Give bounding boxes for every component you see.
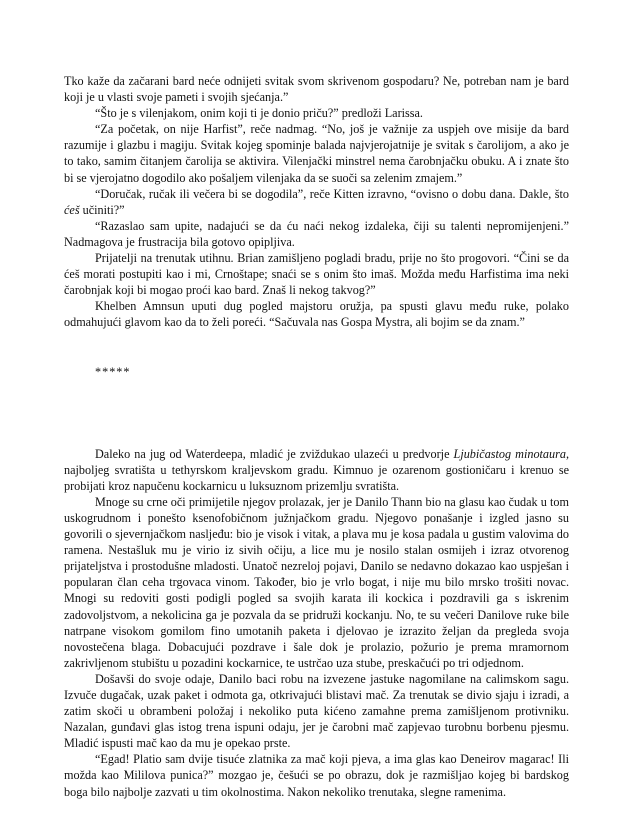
- text-run: učiniti?”: [79, 202, 125, 217]
- document-page: [64, 73, 569, 800]
- paragraph: Khelben Amnsun uputi dug pogled majstoru oružja, pa spusti glavu među ruke, polako odmahujući glavom kao da to želi poreći. “Sačuvala nas Gospa Mystra, ali bojim se da znam.”: [64, 299, 569, 330]
- italic-text: ćeš: [64, 202, 80, 217]
- text-run: najboljeg svratišta u tethyrskom kraljevskom gradu. Kimnuo je ozarenom gostioničaru i krenuo se probijati kroz napučenu kockarnicu u luksuznom prizemlju svratišta.: [64, 462, 569, 493]
- text-run: Daleko na jug od Waterdeepa, mladić je zviždukao ulazeći u predvorje: [95, 446, 454, 461]
- paragraph: Prijatelji na trenutak utihnu. Brian zamišljeno pogladi bradu, prije no što progovori. “Čini se da ćeš morati postupiti kao i mi, Crnoštape; snaći se s onim što imaš. Možda među Harfistima ima neki čarobnjak koji bi mogao proći kao bard. Znaš li nekog takvog?”: [64, 251, 569, 298]
- paragraph: Mnoge su crne oči primijetile njegov prolazak, jer je Danilo Thann bio na glasu kao čudak u tom uskogrudnom i ponešto ksenofobičnom južnjačkom gradu. Njegovo ponašanje i izgled jasno su govorili o sjevernjačkom nasljeđu: bio je visok i vitak, a plava mu je kosa padala u gustim valovima do ramena. Nestašluk mu je virio iz sivih očiju, a lice mu je nosilo stalan osmijeh i izraz otvorenog prijateljstva i prostodušne mladosti. Unatoč nezreloj pojavi, Danilo se nedavno dokazao kao uspješan i popularan član ceha trgovaca vinom. Također, bio je vrlo bogat, i nije mu bilo mrsko trošiti novac. Mnogi su redoviti gosti podigli pogled sa svojih karata ili kockica i pozdravili ga s iskrenim zadovoljstvom, a nekolicina ga je pozvala da se pridruži kockanju. No, te su večeri Danilove ruke bile natrpane visokom gomilom fino umotanih paketa i djelovao je izrazito željan da pregleda svoja novostečena blaga. Dobacujući pozdrave i šale dok je prolazio, požurio je prema mramornom zakrivljenom stubištu u pozadini kockarnice, te ustrčao uza stube, preskačući po tri odjednom.: [64, 494, 569, 670]
- paragraph: [64, 446, 569, 494]
- paragraph-continuation: Tko kaže da začarani bard neće odnijeti svitak svom skrivenom gospodaru? Ne, potreban nam je bard koji je u vlasti svoje pameti i svojih sjećanja.”: [64, 74, 569, 105]
- scene-separator: *****: [95, 364, 131, 379]
- paragraph: “Egad! Platio sam dvije tisuće zlatnika za mač koji pjeva, a ima glas kao Deneirov magarac! Ili možda kao Mililova punica?” mozgao je, češući se po obrazu, dok je razmišljao kojeg bi bardskog boga bilo najbolje zazvati u tim okolnostima. Nakon nekoliko trenutaka, slegne ramenima.: [64, 752, 569, 799]
- paragraph: “Što je s vilenjakom, onim koji ti je donio priču?” predloži Larissa.: [95, 106, 423, 121]
- paragraph: Došavši do svoje odaje, Danilo baci robu na izvezene jastuke nagomilane na calimskom sagu. Izvuče dugačak, uzak paket i odmota ga, otkrivajući blistavi mač. Za trenutak se divio sjaju i izradi, a zatim skoči u obrambeni položaj i nekoliko puta kićeno zamahne prema zamišljenom protivniku. Nazalan, gunđavi glas istog trena ispuni odaju, jer je čarobni mač zapjevao turobnu borbenu pjesmu. Mladić ispusti mač kao da mu je opekao prste.: [64, 671, 569, 751]
- text-run: “Doručak, ručak ili večera bi se dogodila”, reče Kitten izravno, “ovisno o dobu dana. Dakle, što: [95, 186, 569, 201]
- paragraph: “Razaslao sam upite, nadajući se da ću naći nekog izdaleka, čiji su talenti nepromijenjeni.” Nadmagova je frustracija bila gotovo opipljiva.: [64, 218, 569, 249]
- italic-text: Ljubičastog minotaura,: [453, 446, 570, 461]
- paragraph: [64, 186, 569, 218]
- paragraph: “Za početak, on nije Harfist”, reče nadmag. “No, još je važnije za uspjeh ove misije da bard razumije i glazbu i magiju. Svitak kojeg spominje balada najvjerojatnije je svitak s čarolijom, a ako je to tako, samim čitanjem čarolija se aktivira. Vilenjački minstrel nema čarobnjačku obuku. A i znate što bi se vjerojatno dogodilo ako pošaljem vilenjaka da se suoči sa zelenim zmajem.”: [64, 122, 569, 185]
